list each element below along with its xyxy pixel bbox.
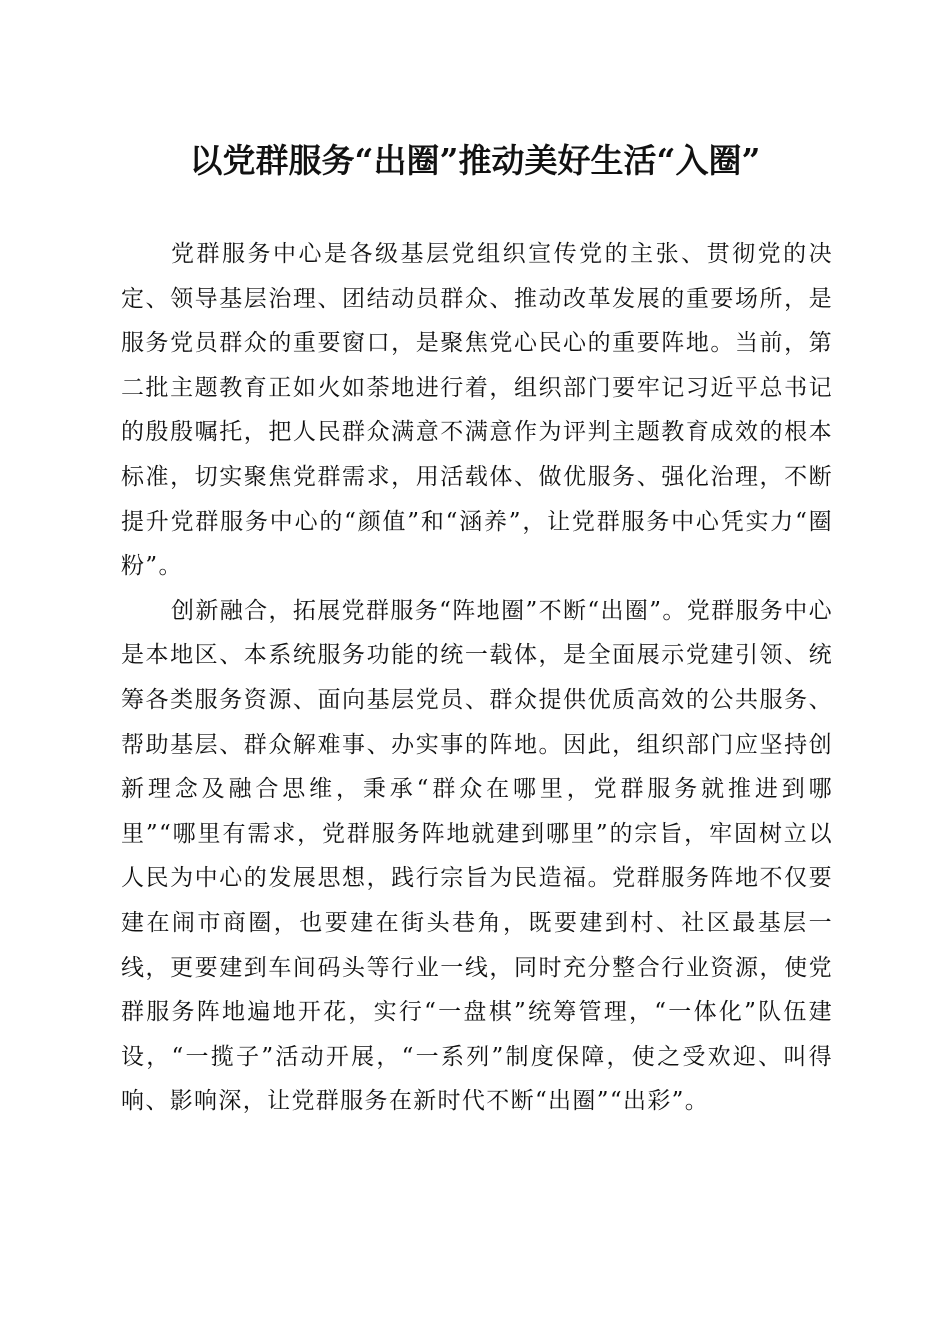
document-title: 以党群服务“出圈”推动美好生活“入圈” xyxy=(189,141,761,180)
paragraph-1: 党群服务中心是各级基层党组织宣传党的主张、贯彻党的决定、领导基层治理、团结动员群众、推动改革发展的重要场所，是服务党员群众的重要窗口，是聚焦党心民心的重要阵地。当前，第二批主题教育正如火如荼地进行着，组织部门要牢记习近平总书记的殷殷嘱托，把人民群众满意不满意作为评判主题教育成效的根本标准，切实聚焦党群需求，用活载体、做优服务、强化治理，不断提升党群服务中心的“颜值”和“涵养”，让党群服务中心凭实力“圈粉”。 xyxy=(121,241,833,580)
document-body xyxy=(121,232,833,1124)
paragraph-2: 创新融合，拓展党群服务“阵地圈”不断“出圈”。党群服务中心是本地区、本系统服务功能的统一载体，是全面展示党建引领、统筹各类服务资源、面向基层党员、群众提供优质高效的公共服务、帮助基层、群众解难事、办实事的阵地。因此，组织部门应坚持创新理念及融合思维，秉承“群众在哪里，党群服务就推进到哪里”“哪里有需求，党群服务阵地就建到哪里”的宗旨，牢固树立以人民为中心的发展思想，践行宗旨为民造福。党群服务阵地不仅要建在闹市商圈，也要建在街头巷角，既要建到村、社区最基层一线，更要建到车间码头等行业一线，同时充分整合行业资源，使党群服务阵地遍地开花，实行“一盘棋”统筹管理，“一体化”队伍建设，“一揽子”活动开展，“一系列”制度保障，使之受欢迎、叫得响、影响深，让党群服务在新时代不断“出圈”“出彩”。 xyxy=(121,597,833,1115)
